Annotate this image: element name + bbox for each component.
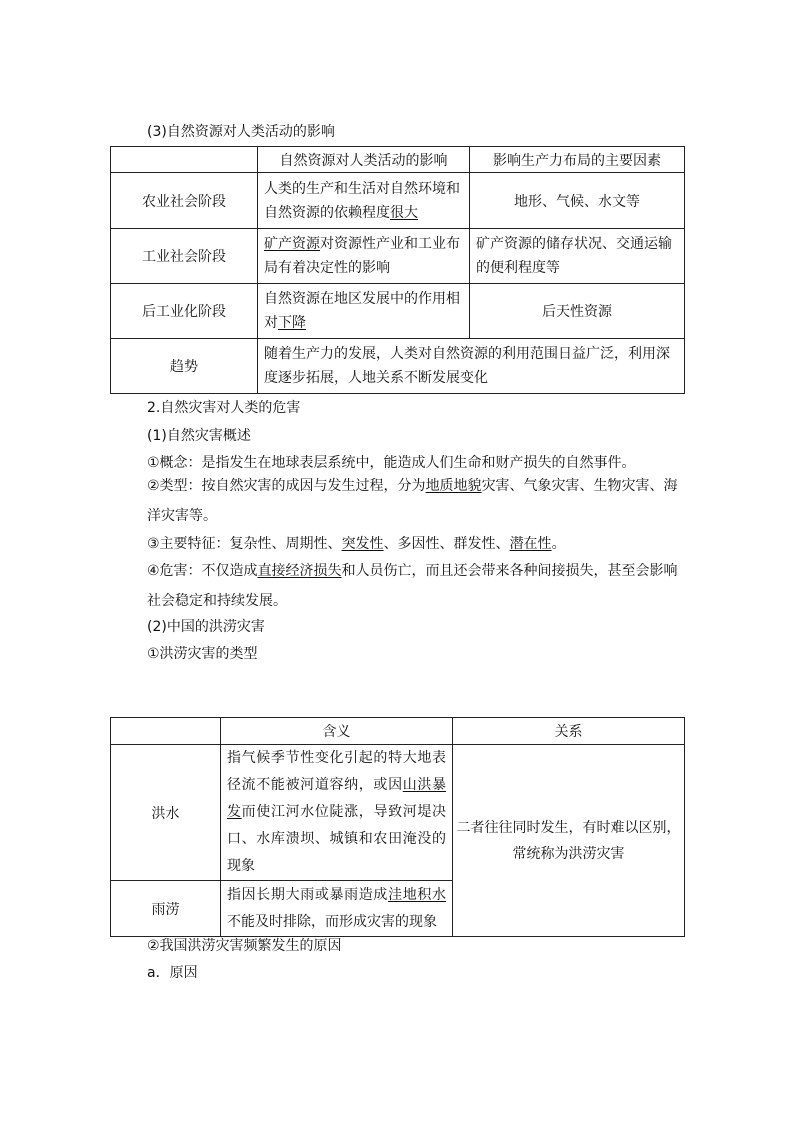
factor-cell: 后天性资源 <box>470 284 685 339</box>
impact-cell: 人类的生产和生活对自然环境和自然资源的依赖程度很大 <box>258 173 470 229</box>
subsection-title-2: (2)中国的洪涝灾害 <box>147 619 265 635</box>
stage-cell: 农业社会阶段 <box>111 173 258 229</box>
key-term: 地质地貌 <box>425 478 482 494</box>
resource-impact-table <box>110 146 685 394</box>
table-row <box>111 229 685 284</box>
flood-types-table <box>110 717 685 937</box>
table-header-cell: 关系 <box>453 718 685 745</box>
trend-label-cell: 趋势 <box>111 339 258 394</box>
key-term: 矿产资源 <box>264 236 320 252</box>
key-term: 突发性 <box>341 536 384 552</box>
table-header-row <box>111 147 685 173</box>
key-term: 山洪暴发 <box>227 777 447 820</box>
table-row <box>111 284 685 339</box>
features-paragraph: ③主要特征：复杂性、周期性、突发性、多因性、群发性、潜在性。 <box>147 536 566 552</box>
subsection-title-1: (1)自然灾害概述 <box>147 428 251 444</box>
table-header-cell <box>111 147 258 173</box>
impact-cell: 自然资源在地区发展中的作用相对下降 <box>258 284 470 339</box>
factor-cell: 矿产资源的储存状况、交通运输的便利程度等 <box>470 229 685 284</box>
section-title-2: 2.自然灾害对人类的危害 <box>147 400 301 416</box>
stage-cell: 后工业化阶段 <box>111 284 258 339</box>
concept-paragraph: ①概念：是指发生在地球表层系统中，能造成人们生命和财产损失的自然事件。 <box>147 455 636 471</box>
flood-label-cell: 洪水 <box>111 745 221 881</box>
relation-cell: 二者往往同时发生，有时难以区别，常统称为洪涝灾害 <box>453 745 685 937</box>
table-row <box>111 339 685 394</box>
key-term: 直接经济损失 <box>257 563 342 579</box>
section-heading-3: (3)自然资源对人类活动的影响 <box>147 124 335 140</box>
stage-cell: 工业社会阶段 <box>111 229 258 284</box>
key-term: 很大 <box>390 204 418 221</box>
factor-cell: 地形、气候、水文等 <box>470 173 685 229</box>
table-header-cell: 含义 <box>221 718 453 745</box>
rain-label-cell: 雨涝 <box>111 881 221 937</box>
table-header-cell <box>111 718 221 745</box>
flood-types-title: ①洪涝灾害的类型 <box>147 646 258 662</box>
key-term: 洼地积水 <box>388 886 447 903</box>
key-term: 潜在性 <box>509 536 552 552</box>
harm-paragraph: ④危害：不仅造成直接经济损失和人员伤亡，而且还会带来各种间接损失，甚至会影响社会稳定和持续发展。 <box>147 563 678 609</box>
table-header-row <box>111 718 685 745</box>
flood-definition-cell: 指气候季节性变化引起的特大地表径流不能被河道容纳，或因山洪暴发而使江河水位陡涨，导致河堤决口、水库溃坝、城镇和农田淹没的现象 <box>221 745 453 881</box>
impact-cell: 矿产资源对资源性产业和工业布局有着决定性的影响 <box>258 229 470 284</box>
reason-a-label: a．原因 <box>147 965 198 981</box>
table-header-cell: 自然资源对人类活动的影响 <box>258 147 470 173</box>
trend-text-cell: 随着生产力的发展，人类对自然资源的利用范围日益广泛，利用深度逐步拓展，人地关系不断发展变化 <box>258 339 685 394</box>
table-row <box>111 173 685 229</box>
reasons-title: ②我国洪涝灾害频繁发生的原因 <box>147 938 342 954</box>
key-term: 下降 <box>278 315 306 331</box>
rain-definition-cell: 指因长期大雨或暴雨造成洼地积水不能及时排除，而形成灾害的现象 <box>221 881 453 937</box>
table-header-cell: 影响生产力布局的主要因素 <box>470 147 685 173</box>
table-row <box>111 745 685 881</box>
types-paragraph: ②类型：按自然灾害的成因与发生过程，分为地质地貌灾害、气象灾害、生物灾害、海洋灾害等。 <box>147 478 678 524</box>
